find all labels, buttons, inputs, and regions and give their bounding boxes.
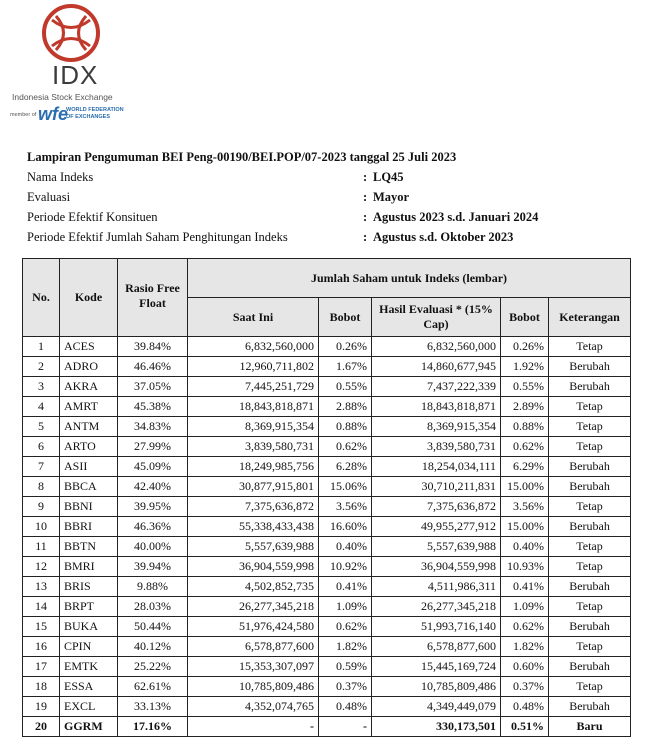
cell-bobot-baru: 0.62% [501,437,549,457]
col-header-kode: Kode [60,259,118,337]
cell-bobot: 0.48% [319,697,372,717]
table-row [23,397,631,417]
col-header-group: Jumlah Saham untuk Indeks (lembar) [188,259,631,298]
cell-saat-ini: 6,832,560,000 [188,337,319,357]
cell-keterangan: Berubah [549,617,631,637]
cell-hasil-evaluasi: 36,904,559,998 [372,557,501,577]
cell-saat-ini: 8,369,915,354 [188,417,319,437]
wfe-line-2: OF EXCHANGES [66,113,111,120]
meta-label: Evaluasi [27,190,71,204]
meta-value: Agustus 2023 s.d. Januari 2024 [373,210,539,224]
cell-bobot: 0.40% [319,537,372,557]
cell-rasio: 17.16% [118,717,188,737]
cell-keterangan: Berubah [549,377,631,397]
table-row [23,457,631,477]
cell-hasil-evaluasi: 7,375,636,872 [372,497,501,517]
cell-bobot-baru: 1.82% [501,637,549,657]
cell-keterangan: Tetap [549,497,631,517]
idx-logo [10,4,140,124]
cell-saat-ini: 30,877,915,801 [188,477,319,497]
table-row [23,377,631,397]
table-row [23,657,631,677]
meta-colon: : [363,170,368,184]
table-row [23,357,631,377]
idx-logo-subtitle: Indonesia Stock Exchange [12,92,113,102]
cell-kode: ADRO [60,357,118,377]
meta-row-nama-indeks [27,170,637,190]
cell-keterangan: Berubah [549,577,631,597]
cell-no: 3 [23,377,60,397]
cell-kode: BBCA [60,477,118,497]
cell-saat-ini: 7,375,636,872 [188,497,319,517]
cell-hasil-evaluasi: 10,785,809,486 [372,677,501,697]
cell-kode: EXCL [60,697,118,717]
col-header-keterangan: Keterangan [549,298,631,337]
col-header-bobot: Bobot [319,298,372,337]
cell-bobot-baru: 0.37% [501,677,549,697]
cell-no: 4 [23,397,60,417]
cell-hasil-evaluasi: 8,369,915,354 [372,417,501,437]
cell-kode: GGRM [60,717,118,737]
col-header-no: No. [23,259,60,337]
cell-bobot-baru: 6.29% [501,457,549,477]
cell-hasil-evaluasi: 3,839,580,731 [372,437,501,457]
cell-rasio: 40.12% [118,637,188,657]
cell-saat-ini: 7,445,251,729 [188,377,319,397]
cell-rasio: 25.22% [118,657,188,677]
cell-keterangan: Berubah [549,457,631,477]
cell-bobot: 0.26% [319,337,372,357]
meta-colon: : [363,210,368,224]
col-header-bobot-baru: Bobot [501,298,549,337]
cell-no: 15 [23,617,60,637]
cell-keterangan: Tetap [549,637,631,657]
cell-rasio: 46.46% [118,357,188,377]
cell-no: 2 [23,357,60,377]
cell-no: 14 [23,597,60,617]
cell-saat-ini: 12,960,711,802 [188,357,319,377]
cell-keterangan: Tetap [549,337,631,357]
table-row [23,677,631,697]
meta-value: LQ45 [373,170,404,184]
cell-no: 17 [23,657,60,677]
cell-no: 9 [23,497,60,517]
constituent-table [22,258,631,737]
wfe-logo-text [66,107,124,120]
cell-hasil-evaluasi: 51,993,716,140 [372,617,501,637]
cell-bobot: 10.92% [319,557,372,577]
cell-bobot: 0.62% [319,617,372,637]
cell-rasio: 45.09% [118,457,188,477]
cell-bobot-baru: 0.62% [501,617,549,637]
cell-kode: ACES [60,337,118,357]
cell-rasio: 39.94% [118,557,188,577]
cell-keterangan: Tetap [549,397,631,417]
cell-kode: BBNI [60,497,118,517]
member-of-label: member of [10,112,37,118]
cell-rasio: 37.05% [118,377,188,397]
cell-kode: BBTN [60,537,118,557]
cell-no: 1 [23,337,60,357]
cell-keterangan: Berubah [549,657,631,677]
cell-no: 6 [23,437,60,457]
table-row [23,337,631,357]
meta-colon: : [363,190,368,204]
cell-rasio: 50.44% [118,617,188,637]
cell-rasio: 34.83% [118,417,188,437]
cell-saat-ini: 5,557,639,988 [188,537,319,557]
cell-hasil-evaluasi: 30,710,211,831 [372,477,501,497]
cell-saat-ini: 6,578,877,600 [188,637,319,657]
cell-saat-ini: 26,277,345,218 [188,597,319,617]
cell-no: 8 [23,477,60,497]
table-row [23,417,631,437]
cell-bobot-baru: 0.26% [501,337,549,357]
cell-hasil-evaluasi: 15,445,169,724 [372,657,501,677]
cell-saat-ini: 3,839,580,731 [188,437,319,457]
cell-bobot: 1.82% [319,637,372,657]
cell-saat-ini: 18,843,818,871 [188,397,319,417]
cell-rasio: 42.40% [118,477,188,497]
cell-hasil-evaluasi: 18,843,818,871 [372,397,501,417]
cell-bobot: 0.62% [319,437,372,457]
cell-keterangan: Berubah [549,697,631,717]
table-row [23,497,631,517]
meta-label: Nama Indeks [27,170,94,184]
cell-no: 20 [23,717,60,737]
cell-rasio: 46.36% [118,517,188,537]
cell-kode: AMRT [60,397,118,417]
cell-keterangan: Tetap [549,537,631,557]
table-row [23,637,631,657]
col-header-rasio: Rasio Free Float [118,259,188,337]
table-row [23,717,631,737]
cell-saat-ini: 10,785,809,486 [188,677,319,697]
cell-keterangan: Berubah [549,517,631,537]
table-row [23,537,631,557]
cell-no: 19 [23,697,60,717]
cell-hasil-evaluasi: 26,277,345,218 [372,597,501,617]
cell-saat-ini: 15,353,307,097 [188,657,319,677]
cell-kode: CPIN [60,637,118,657]
cell-no: 18 [23,677,60,697]
cell-keterangan: Tetap [549,437,631,457]
cell-kode: BBRI [60,517,118,537]
cell-kode: ARTO [60,437,118,457]
cell-bobot-baru: 1.09% [501,597,549,617]
cell-hasil-evaluasi: 4,511,986,311 [372,577,501,597]
cell-no: 11 [23,537,60,557]
cell-hasil-evaluasi: 6,578,877,600 [372,637,501,657]
table-row [23,597,631,617]
cell-keterangan: Baru [549,717,631,737]
cell-rasio: 39.95% [118,497,188,517]
cell-rasio: 40.00% [118,537,188,557]
cell-bobot-baru: 3.56% [501,497,549,517]
cell-hasil-evaluasi: 14,860,677,945 [372,357,501,377]
table-row [23,517,631,537]
wfe-logo: wfe [38,104,69,124]
cell-no: 5 [23,417,60,437]
cell-bobot: 0.37% [319,677,372,697]
cell-bobot: 1.67% [319,357,372,377]
cell-hasil-evaluasi: 7,437,222,339 [372,377,501,397]
cell-bobot: 0.88% [319,417,372,437]
cell-rasio: 9.88% [118,577,188,597]
meta-value: Agustus s.d. Oktober 2023 [373,230,514,244]
meta-value: Mayor [373,190,410,204]
cell-bobot-baru: 0.88% [501,417,549,437]
cell-bobot: 2.88% [319,397,372,417]
cell-saat-ini: 36,904,559,998 [188,557,319,577]
cell-keterangan: Tetap [549,557,631,577]
cell-bobot-baru: 0.41% [501,577,549,597]
cell-keterangan: Tetap [549,677,631,697]
table-row [23,437,631,457]
table-row [23,477,631,497]
cell-rasio: 28.03% [118,597,188,617]
cell-no: 13 [23,577,60,597]
announcement-headline: Lampiran Pengumuman BEI Peng-00190/BEI.POP/07-2023 tanggal 25 Juli 2023 [27,150,457,164]
idx-logo-text: IDX [52,60,99,90]
cell-keterangan: Tetap [549,597,631,617]
cell-bobot-baru: 15.00% [501,517,549,537]
table-row [23,577,631,597]
table-row [23,617,631,637]
cell-kode: AKRA [60,377,118,397]
cell-hasil-evaluasi: 18,254,034,111 [372,457,501,477]
cell-no: 16 [23,637,60,657]
cell-bobot: 1.09% [319,597,372,617]
cell-hasil-evaluasi: 4,349,449,079 [372,697,501,717]
cell-kode: EMTK [60,657,118,677]
cell-saat-ini: - [188,717,319,737]
meta-colon: : [363,230,368,244]
announcement-meta [27,150,637,250]
cell-bobot-baru: 0.48% [501,697,549,717]
cell-bobot-baru: 0.51% [501,717,549,737]
cell-saat-ini: 4,502,852,735 [188,577,319,597]
cell-bobot-baru: 1.92% [501,357,549,377]
cell-rasio: 39.84% [118,337,188,357]
cell-kode: BUKA [60,617,118,637]
cell-no: 12 [23,557,60,577]
cell-bobot-baru: 0.40% [501,537,549,557]
cell-bobot: 0.59% [319,657,372,677]
cell-bobot-baru: 2.89% [501,397,549,417]
cell-rasio: 27.99% [118,437,188,457]
meta-label: Periode Efektif Jumlah Saham Penghitungan Indeks [27,230,288,244]
cell-bobot: 3.56% [319,497,372,517]
col-header-saat-ini: Saat Ini [188,298,319,337]
table-row [23,557,631,577]
cell-kode: ANTM [60,417,118,437]
cell-keterangan: Berubah [549,477,631,497]
cell-hasil-evaluasi: 330,173,501 [372,717,501,737]
cell-bobot: 15.06% [319,477,372,497]
cell-keterangan: Berubah [549,357,631,377]
cell-rasio: 33.13% [118,697,188,717]
cell-bobot: 0.41% [319,577,372,597]
wfe-line-1: WORLD FEDERATION [66,107,124,113]
cell-no: 7 [23,457,60,477]
cell-no: 10 [23,517,60,537]
cell-keterangan: Tetap [549,417,631,437]
cell-kode: ASII [60,457,118,477]
cell-kode: BRPT [60,597,118,617]
cell-saat-ini: 51,976,424,580 [188,617,319,637]
cell-saat-ini: 18,249,985,756 [188,457,319,477]
cell-bobot: 16.60% [319,517,372,537]
cell-kode: BRIS [60,577,118,597]
cell-bobot: - [319,717,372,737]
cell-saat-ini: 55,338,433,438 [188,517,319,537]
cell-hasil-evaluasi: 6,832,560,000 [372,337,501,357]
cell-bobot-baru: 15.00% [501,477,549,497]
cell-bobot-baru: 0.55% [501,377,549,397]
cell-bobot: 6.28% [319,457,372,477]
cell-saat-ini: 4,352,074,765 [188,697,319,717]
cell-hasil-evaluasi: 5,557,639,988 [372,537,501,557]
meta-row-evaluasi [27,190,637,210]
meta-row-periode-jumlah-saham [27,230,637,250]
cell-bobot-baru: 10.93% [501,557,549,577]
table-row [23,697,631,717]
idx-emblem-icon [40,4,102,62]
cell-kode: BMRI [60,557,118,577]
meta-label: Periode Efektif Konsituen [27,210,158,224]
cell-rasio: 45.38% [118,397,188,417]
meta-row-periode-konstituen [27,210,637,230]
cell-bobot: 0.55% [319,377,372,397]
col-header-hasil-evaluasi: Hasil Evaluasi * (15% Cap) [372,298,501,337]
cell-hasil-evaluasi: 49,955,277,912 [372,517,501,537]
cell-rasio: 62.61% [118,677,188,697]
cell-bobot-baru: 0.60% [501,657,549,677]
cell-kode: ESSA [60,677,118,697]
